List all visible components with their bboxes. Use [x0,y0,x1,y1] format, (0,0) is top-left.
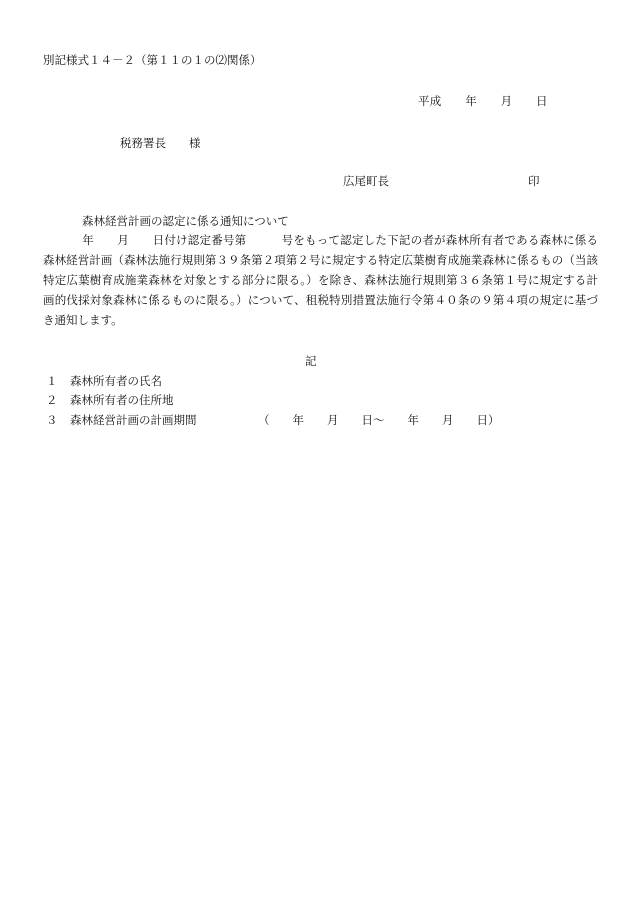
item-number: １ [46,374,58,388]
subject: 森林経営計画の認定に係る通知について [82,214,289,228]
list-item [46,393,174,407]
form-id: 別記様式１４－２（第１１の１の⑵関係） [43,53,262,67]
body-paragraph [43,230,598,330]
seal-mark: 印 [528,174,540,188]
list-item [46,413,197,427]
plan-period: （ 年 月 日～ 年 月 日） [258,413,500,427]
ki-heading: 記 [305,354,317,368]
item-label: 森林所有者の住所地 [70,393,174,407]
item-number: ３ [46,413,58,427]
date-line: 平成 年 月 日 [418,94,548,108]
body-text: 年 月 日付け認定番号第 号をもって認定した下記の者が森林所有者である森林に係る森林経営計画（森林法施行規則第３９条第２項第２号に規定する特定広葉樹育成施業森林に係るもの（当該特定広葉樹育成施業森林を対象とする部分に限る。）を除き、森林法施行規則第３６条第１号に規定する計画的伐採対象森林に係るものに限る。）について、租税特別措置法施行令第４０条の９第４項の規定に基づき通知します。 [43,233,598,327]
list-item [46,374,162,388]
item-label: 森林所有者の氏名 [70,374,162,388]
addressee: 税務署長 様 [120,136,201,150]
sender-office: 広尾町長 [343,174,389,188]
item-label: 森林経営計画の計画期間 [70,413,197,427]
item-number: ２ [46,393,58,407]
